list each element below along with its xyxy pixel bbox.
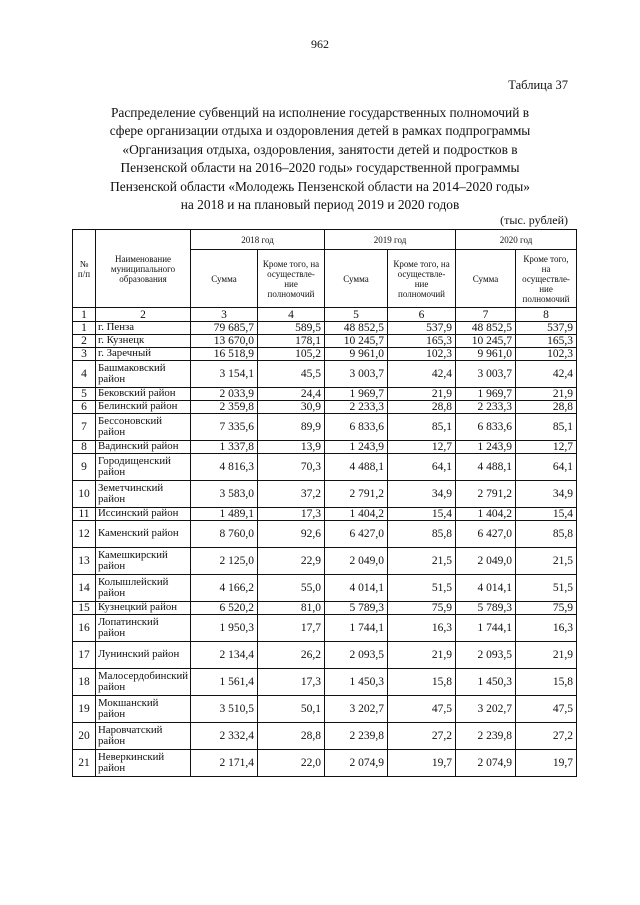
sum-2018-cell: 2 134,4 bbox=[191, 642, 258, 669]
extra-2020-cell: 21,9 bbox=[516, 642, 577, 669]
table-row bbox=[73, 348, 577, 361]
sum-2020-cell: 3 202,7 bbox=[456, 696, 516, 723]
table-row bbox=[73, 335, 577, 348]
sum-2020-cell: 2 239,8 bbox=[456, 723, 516, 750]
extra-2019-cell: 537,9 bbox=[388, 322, 456, 335]
extra-2020-cell: 102,3 bbox=[516, 348, 577, 361]
table-row bbox=[73, 441, 577, 454]
extra-2019-cell: 64,1 bbox=[388, 454, 456, 481]
sum-2018-cell: 79 685,7 bbox=[191, 322, 258, 335]
sum-2019-cell: 9 961,0 bbox=[325, 348, 388, 361]
header-extra: Кроме того, на осуществле-ние полномочий bbox=[388, 250, 456, 308]
sum-2018-cell: 1 489,1 bbox=[191, 508, 258, 521]
municipality-name: Мокшанский район bbox=[96, 696, 191, 723]
sum-2018-cell: 4 166,2 bbox=[191, 575, 258, 602]
extra-2018-cell: 70,3 bbox=[258, 454, 325, 481]
sum-2018-cell: 4 816,3 bbox=[191, 454, 258, 481]
extra-2018-cell: 22,9 bbox=[258, 548, 325, 575]
extra-2020-cell: 64,1 bbox=[516, 454, 577, 481]
row-number: 1 bbox=[73, 322, 96, 335]
municipality-name: г. Заречный bbox=[96, 348, 191, 361]
extra-2020-cell: 27,2 bbox=[516, 723, 577, 750]
column-number: 5 bbox=[325, 308, 388, 322]
units-label: (тыс. рублей) bbox=[500, 213, 568, 227]
extra-2018-cell: 50,1 bbox=[258, 696, 325, 723]
sum-2020-cell: 5 789,3 bbox=[456, 602, 516, 615]
table-row bbox=[73, 521, 577, 548]
extra-2019-cell: 16,3 bbox=[388, 615, 456, 642]
row-number: 9 bbox=[73, 454, 96, 481]
row-number: 20 bbox=[73, 723, 96, 750]
extra-2019-cell: 15,8 bbox=[388, 669, 456, 696]
extra-2020-cell: 85,1 bbox=[516, 414, 577, 441]
municipality-name: Лунинский район bbox=[96, 642, 191, 669]
extra-2020-cell: 47,5 bbox=[516, 696, 577, 723]
sum-2019-cell: 1 450,3 bbox=[325, 669, 388, 696]
sum-2020-cell: 1 404,2 bbox=[456, 508, 516, 521]
municipality-name: Колышлейский район bbox=[96, 575, 191, 602]
table-row bbox=[73, 548, 577, 575]
sum-2018-cell: 1 950,3 bbox=[191, 615, 258, 642]
extra-2018-cell: 28,8 bbox=[258, 723, 325, 750]
extra-2020-cell: 85,8 bbox=[516, 521, 577, 548]
title-line: Распределение субвенций на исполнение государственных полномочий в bbox=[110, 105, 530, 120]
sum-2020-cell: 2 049,0 bbox=[456, 548, 516, 575]
extra-2019-cell: 12,7 bbox=[388, 441, 456, 454]
extra-2020-cell: 165,3 bbox=[516, 335, 577, 348]
extra-2018-cell: 22,0 bbox=[258, 750, 325, 777]
extra-2019-cell: 85,1 bbox=[388, 414, 456, 441]
extra-2019-cell: 75,9 bbox=[388, 602, 456, 615]
row-number: 5 bbox=[73, 388, 96, 401]
extra-2018-cell: 105,2 bbox=[258, 348, 325, 361]
sum-2018-cell: 2 171,4 bbox=[191, 750, 258, 777]
extra-2018-cell: 92,6 bbox=[258, 521, 325, 548]
title-line: на 2018 и на плановый период 2019 и 2020 годов bbox=[180, 197, 460, 213]
row-number: 13 bbox=[73, 548, 96, 575]
row-number: 4 bbox=[73, 361, 96, 388]
sum-2018-cell: 8 760,0 bbox=[191, 521, 258, 548]
sum-2018-cell: 3 154,1 bbox=[191, 361, 258, 388]
extra-2018-cell: 178,1 bbox=[258, 335, 325, 348]
extra-2020-cell: 16,3 bbox=[516, 615, 577, 642]
row-number: 17 bbox=[73, 642, 96, 669]
row-number: 21 bbox=[73, 750, 96, 777]
extra-2018-cell: 37,2 bbox=[258, 481, 325, 508]
municipality-name: г. Пенза bbox=[96, 322, 191, 335]
extra-2020-cell: 537,9 bbox=[516, 322, 577, 335]
municipality-name: Малосердобинский район bbox=[96, 669, 191, 696]
table-label: Таблица 37 bbox=[508, 78, 568, 92]
header-sum: Сумма bbox=[456, 250, 516, 308]
sum-2019-cell: 1 404,2 bbox=[325, 508, 388, 521]
column-number: 4 bbox=[258, 308, 325, 322]
table-row bbox=[73, 508, 577, 521]
sum-2019-cell: 2 791,2 bbox=[325, 481, 388, 508]
title-line: Пензенской области «Молодежь Пензенской области на 2014–2020 годы» bbox=[110, 178, 530, 194]
table-row bbox=[73, 615, 577, 642]
sum-2019-cell: 5 789,3 bbox=[325, 602, 388, 615]
extra-2020-cell: 34,9 bbox=[516, 481, 577, 508]
sum-2020-cell: 6 427,0 bbox=[456, 521, 516, 548]
table-row bbox=[73, 401, 577, 414]
table-body bbox=[73, 322, 577, 777]
sum-2020-cell: 9 961,0 bbox=[456, 348, 516, 361]
row-number: 6 bbox=[73, 401, 96, 414]
extra-2019-cell: 42,4 bbox=[388, 361, 456, 388]
extra-2018-cell: 89,9 bbox=[258, 414, 325, 441]
row-number: 3 bbox=[73, 348, 96, 361]
sum-2019-cell: 2 093,5 bbox=[325, 642, 388, 669]
municipality-name: Неверкинский район bbox=[96, 750, 191, 777]
table-row bbox=[73, 481, 577, 508]
extra-2020-cell: 12,7 bbox=[516, 441, 577, 454]
sum-2018-cell: 6 520,2 bbox=[191, 602, 258, 615]
extra-2018-cell: 55,0 bbox=[258, 575, 325, 602]
extra-2020-cell: 21,5 bbox=[516, 548, 577, 575]
row-number: 16 bbox=[73, 615, 96, 642]
extra-2020-cell: 42,4 bbox=[516, 361, 577, 388]
sum-2018-cell: 13 670,0 bbox=[191, 335, 258, 348]
municipality-name: г. Кузнецк bbox=[96, 335, 191, 348]
sum-2018-cell: 1 561,4 bbox=[191, 669, 258, 696]
extra-2019-cell: 21,9 bbox=[388, 388, 456, 401]
extra-2019-cell: 21,5 bbox=[388, 548, 456, 575]
sum-2019-cell: 2 233,3 bbox=[325, 401, 388, 414]
sum-2020-cell: 1 969,7 bbox=[456, 388, 516, 401]
sum-2020-cell: 1 243,9 bbox=[456, 441, 516, 454]
sum-2019-cell: 1 969,7 bbox=[325, 388, 388, 401]
header-num: № п/п bbox=[73, 230, 96, 308]
sum-2019-cell: 48 852,5 bbox=[325, 322, 388, 335]
sum-2020-cell: 2 093,5 bbox=[456, 642, 516, 669]
sum-2019-cell: 2 239,8 bbox=[325, 723, 388, 750]
table-row bbox=[73, 575, 577, 602]
sum-2020-cell: 2 233,3 bbox=[456, 401, 516, 414]
sum-2019-cell: 1 744,1 bbox=[325, 615, 388, 642]
extra-2019-cell: 102,3 bbox=[388, 348, 456, 361]
extra-2019-cell: 27,2 bbox=[388, 723, 456, 750]
table-row bbox=[73, 454, 577, 481]
sum-2020-cell: 6 833,6 bbox=[456, 414, 516, 441]
row-number: 7 bbox=[73, 414, 96, 441]
municipality-name: Земетчинский район bbox=[96, 481, 191, 508]
extra-2018-cell: 30,9 bbox=[258, 401, 325, 414]
row-number: 15 bbox=[73, 602, 96, 615]
extra-2019-cell: 15,4 bbox=[388, 508, 456, 521]
sum-2018-cell: 7 335,6 bbox=[191, 414, 258, 441]
sum-2019-cell: 4 014,1 bbox=[325, 575, 388, 602]
table-row bbox=[73, 696, 577, 723]
sum-2019-cell: 2 074,9 bbox=[325, 750, 388, 777]
row-number: 18 bbox=[73, 669, 96, 696]
page-number: 962 bbox=[311, 37, 329, 51]
header-sum: Сумма bbox=[191, 250, 258, 308]
row-number: 19 bbox=[73, 696, 96, 723]
sum-2018-cell: 1 337,8 bbox=[191, 441, 258, 454]
header-sum: Сумма bbox=[325, 250, 388, 308]
extra-2018-cell: 26,2 bbox=[258, 642, 325, 669]
sum-2019-cell: 3 202,7 bbox=[325, 696, 388, 723]
title-line: «Организация отдыха, оздоровления, занятости детей и подростков в bbox=[122, 141, 518, 157]
row-number: 11 bbox=[73, 508, 96, 521]
sum-2019-cell: 10 245,7 bbox=[325, 335, 388, 348]
extra-2019-cell: 34,9 bbox=[388, 481, 456, 508]
sum-2020-cell: 2 074,9 bbox=[456, 750, 516, 777]
header-year-2020: 2020 год bbox=[456, 230, 577, 250]
extra-2020-cell: 28,8 bbox=[516, 401, 577, 414]
sum-2020-cell: 1 744,1 bbox=[456, 615, 516, 642]
header-year-2018: 2018 год bbox=[191, 230, 325, 250]
extra-2018-cell: 17,3 bbox=[258, 508, 325, 521]
table-row bbox=[73, 388, 577, 401]
extra-2018-cell: 17,3 bbox=[258, 669, 325, 696]
column-number: 2 bbox=[96, 308, 191, 322]
sum-2020-cell: 4 014,1 bbox=[456, 575, 516, 602]
extra-2019-cell: 51,5 bbox=[388, 575, 456, 602]
sum-2020-cell: 10 245,7 bbox=[456, 335, 516, 348]
header-extra: Кроме того, на осуществле-ние полномочий bbox=[516, 250, 577, 308]
extra-2019-cell: 21,9 bbox=[388, 642, 456, 669]
column-number: 6 bbox=[388, 308, 456, 322]
municipality-name: Городищенский район bbox=[96, 454, 191, 481]
sum-2020-cell: 48 852,5 bbox=[456, 322, 516, 335]
sum-2018-cell: 16 518,9 bbox=[191, 348, 258, 361]
municipality-name: Белинский район bbox=[96, 401, 191, 414]
extra-2018-cell: 24,4 bbox=[258, 388, 325, 401]
row-number: 8 bbox=[73, 441, 96, 454]
column-number: 8 bbox=[516, 308, 577, 322]
table-row bbox=[73, 322, 577, 335]
municipality-name: Лопатинский район bbox=[96, 615, 191, 642]
extra-2018-cell: 17,7 bbox=[258, 615, 325, 642]
table-row bbox=[73, 642, 577, 669]
extra-2018-cell: 13,9 bbox=[258, 441, 325, 454]
sum-2018-cell: 2 332,4 bbox=[191, 723, 258, 750]
column-number-row bbox=[73, 308, 577, 322]
column-number: 7 bbox=[456, 308, 516, 322]
sum-2019-cell: 6 427,0 bbox=[325, 521, 388, 548]
document-title bbox=[70, 104, 570, 214]
header-extra: Кроме того, на осуществле-ние полномочий bbox=[258, 250, 325, 308]
sum-2018-cell: 3 510,5 bbox=[191, 696, 258, 723]
extra-2020-cell: 19,7 bbox=[516, 750, 577, 777]
sum-2019-cell: 6 833,6 bbox=[325, 414, 388, 441]
extra-2018-cell: 589,5 bbox=[258, 322, 325, 335]
sum-2020-cell: 4 488,1 bbox=[456, 454, 516, 481]
sum-2020-cell: 3 003,7 bbox=[456, 361, 516, 388]
extra-2020-cell: 15,4 bbox=[516, 508, 577, 521]
municipality-name: Бековский район bbox=[96, 388, 191, 401]
municipality-name: Наровчатский район bbox=[96, 723, 191, 750]
row-number: 12 bbox=[73, 521, 96, 548]
sum-2018-cell: 2 359,8 bbox=[191, 401, 258, 414]
sum-2019-cell: 4 488,1 bbox=[325, 454, 388, 481]
extra-2019-cell: 19,7 bbox=[388, 750, 456, 777]
sum-2018-cell: 2 125,0 bbox=[191, 548, 258, 575]
table-row bbox=[73, 669, 577, 696]
column-number: 1 bbox=[73, 308, 96, 322]
municipality-name: Камешкирский район bbox=[96, 548, 191, 575]
municipality-name: Кузнецкий район bbox=[96, 602, 191, 615]
sum-2020-cell: 2 791,2 bbox=[456, 481, 516, 508]
table-row bbox=[73, 602, 577, 615]
extra-2019-cell: 165,3 bbox=[388, 335, 456, 348]
extra-2019-cell: 47,5 bbox=[388, 696, 456, 723]
municipality-name: Вадинский район bbox=[96, 441, 191, 454]
extra-2018-cell: 81,0 bbox=[258, 602, 325, 615]
extra-2018-cell: 45,5 bbox=[258, 361, 325, 388]
extra-2019-cell: 85,8 bbox=[388, 521, 456, 548]
extra-2020-cell: 21,9 bbox=[516, 388, 577, 401]
extra-2020-cell: 75,9 bbox=[516, 602, 577, 615]
table-row bbox=[73, 414, 577, 441]
extra-2019-cell: 28,8 bbox=[388, 401, 456, 414]
row-number: 14 bbox=[73, 575, 96, 602]
municipality-name: Каменский район bbox=[96, 521, 191, 548]
row-number: 2 bbox=[73, 335, 96, 348]
municipality-name: Иссинский район bbox=[96, 508, 191, 521]
header-name: Наименование муниципального образования bbox=[96, 230, 191, 308]
table-row bbox=[73, 723, 577, 750]
sum-2019-cell: 1 243,9 bbox=[325, 441, 388, 454]
title-line: Пензенской области на 2016–2020 годы» государственной программы bbox=[120, 160, 520, 176]
table-row bbox=[73, 361, 577, 388]
table-row bbox=[73, 750, 577, 777]
sum-2020-cell: 1 450,3 bbox=[456, 669, 516, 696]
sum-2019-cell: 2 049,0 bbox=[325, 548, 388, 575]
municipality-name: Бессоновский район bbox=[96, 414, 191, 441]
sum-2018-cell: 2 033,9 bbox=[191, 388, 258, 401]
column-number: 3 bbox=[191, 308, 258, 322]
subventions-table bbox=[72, 229, 577, 777]
sum-2018-cell: 3 583,0 bbox=[191, 481, 258, 508]
extra-2020-cell: 51,5 bbox=[516, 575, 577, 602]
title-line: сфере организации отдыха и оздоровления детей в рамках подпрограммы bbox=[109, 123, 531, 139]
municipality-name: Башмаковский район bbox=[96, 361, 191, 388]
row-number: 10 bbox=[73, 481, 96, 508]
header-year-2019: 2019 год bbox=[325, 230, 456, 250]
extra-2020-cell: 15,8 bbox=[516, 669, 577, 696]
sum-2019-cell: 3 003,7 bbox=[325, 361, 388, 388]
